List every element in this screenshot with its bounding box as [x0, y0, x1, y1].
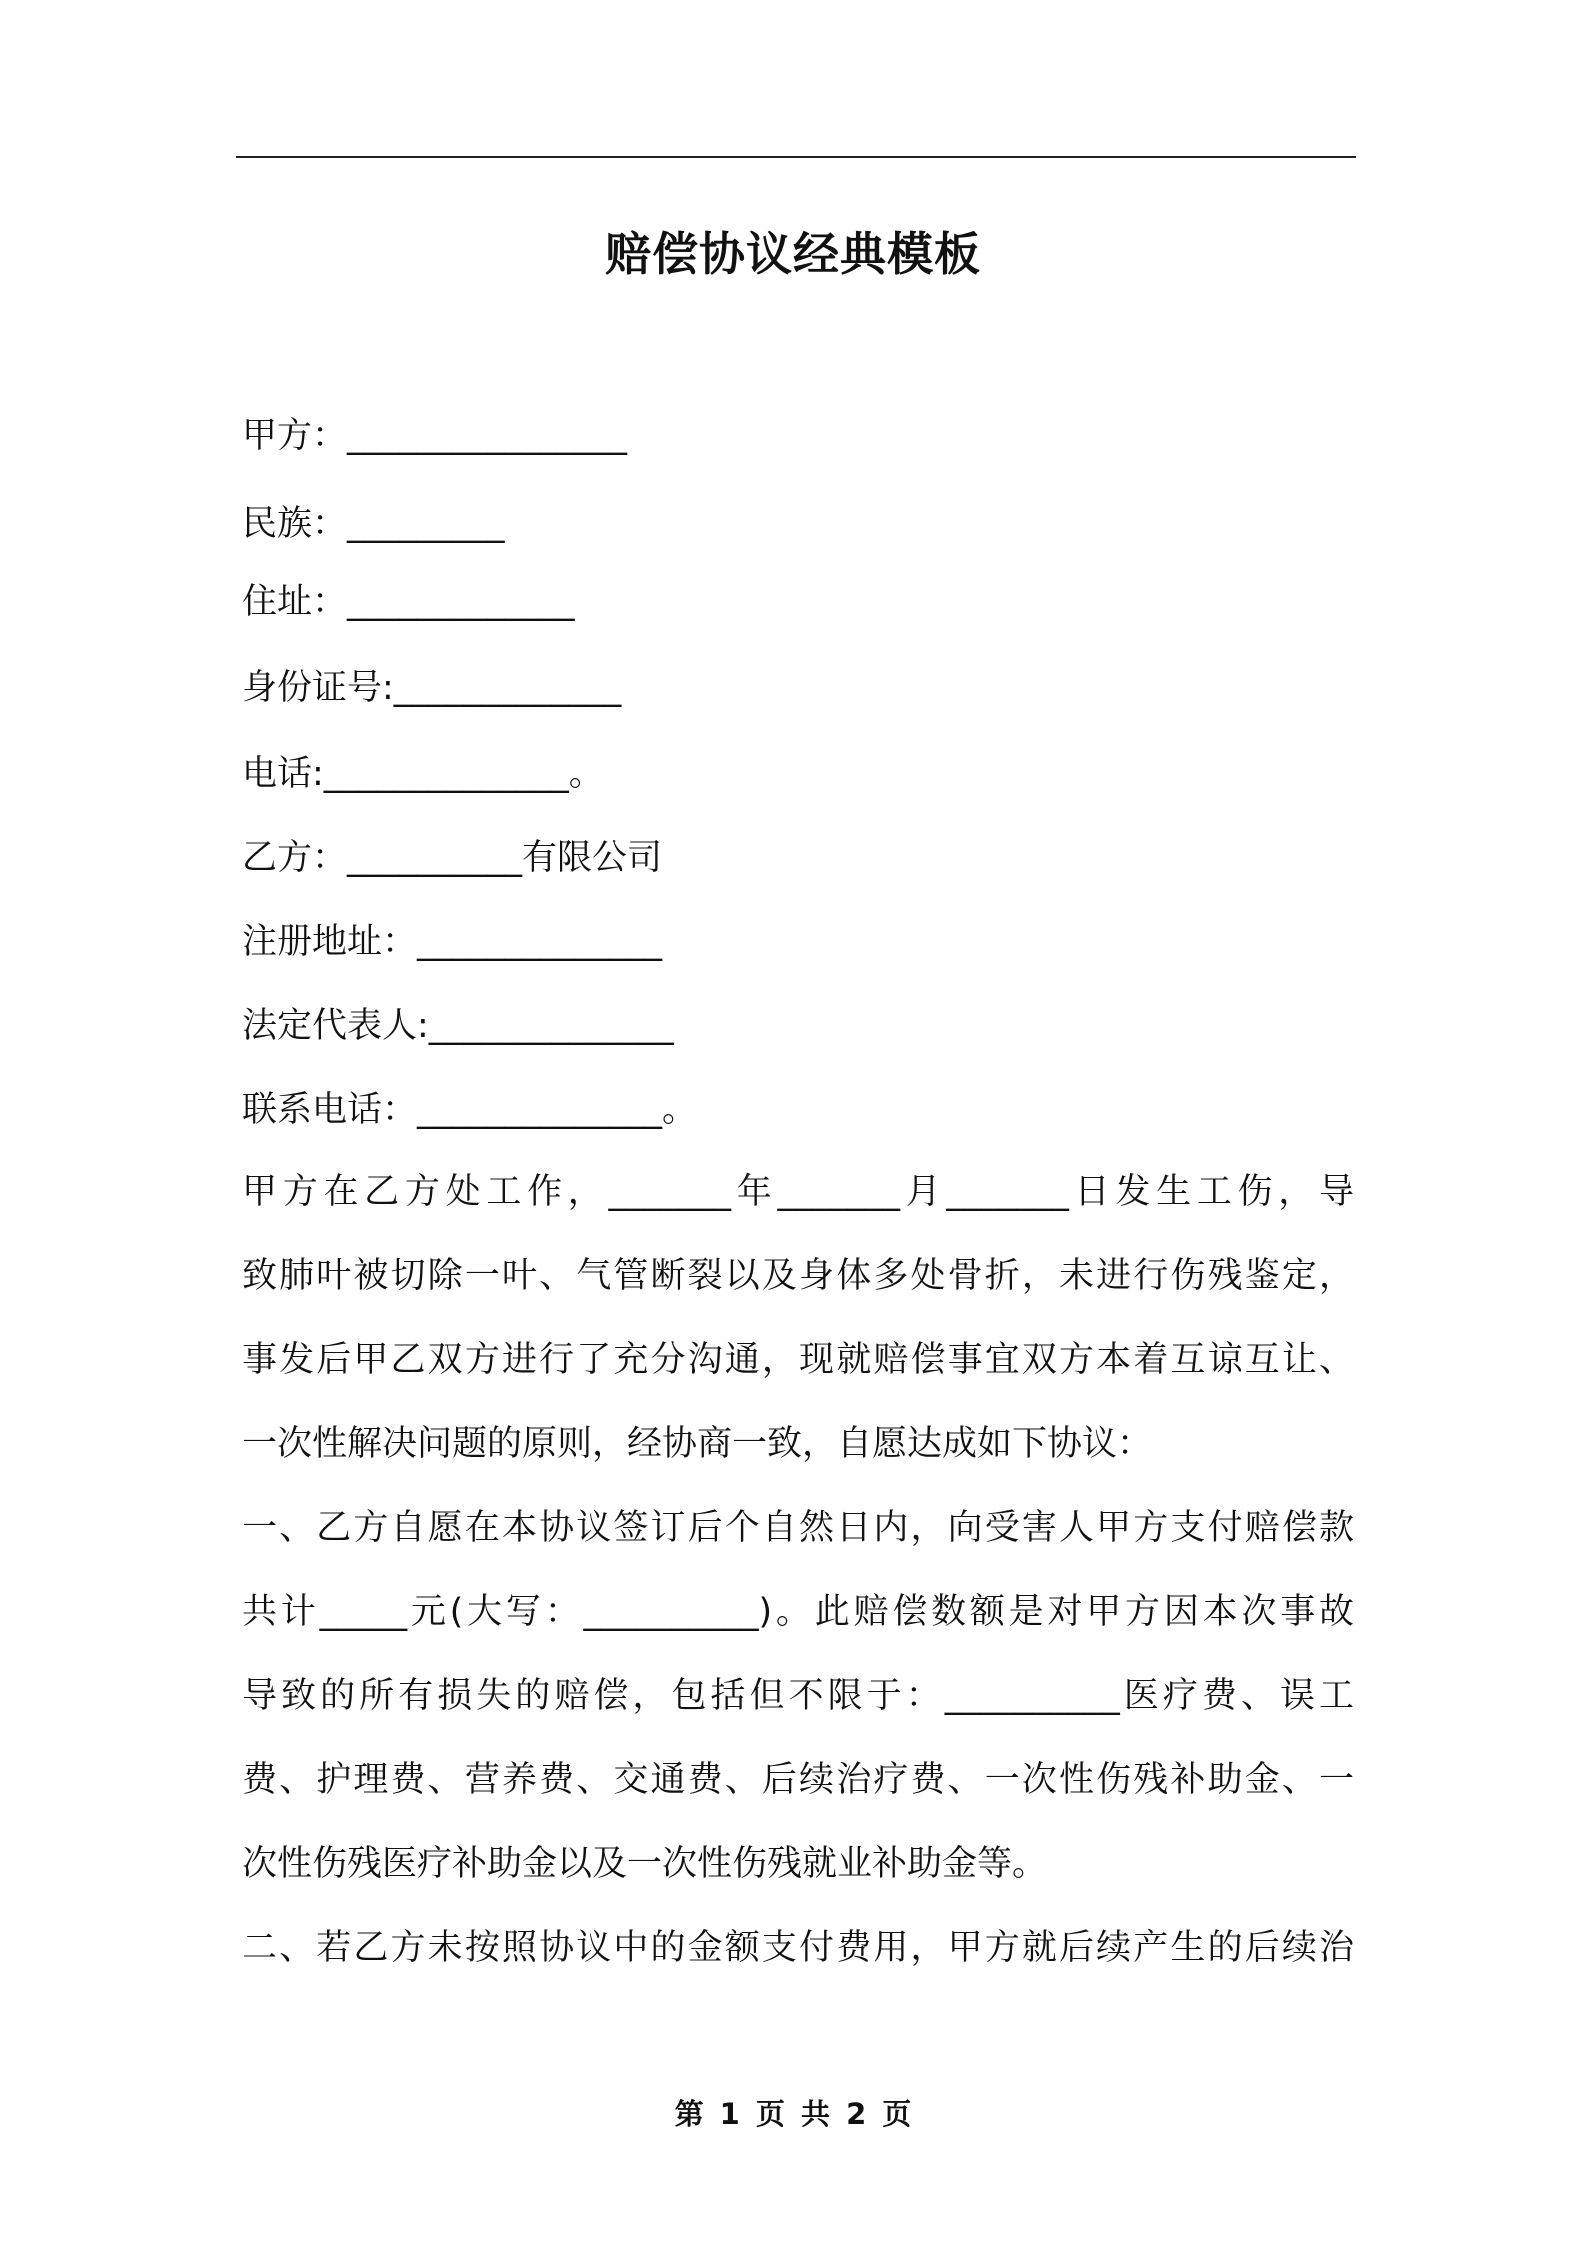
header-divider [236, 156, 1356, 158]
party-a-ethnicity-field: 民族：_________ [242, 504, 505, 544]
party-a-id-number-field: 身份证号:_____________ [242, 668, 622, 708]
page-number-footer: 第 1 页 共 2 页 [674, 2097, 912, 2131]
party-b-registered-address-field: 注册地址：______________ [242, 922, 663, 962]
clause-one-line: 共计_____元(大写：__________)。此赔偿数额是对甲方因本次事故 [242, 1592, 1354, 1632]
party-b-legal-representative-field: 法定代表人:______________ [242, 1006, 674, 1046]
party-b-company-field: 乙方：__________有限公司 [242, 838, 663, 878]
paragraph-intro-line: 一次性解决问题的原则，经协商一致，自愿达成如下协议： [242, 1424, 1153, 1464]
clause-one-line: 次性伤残医疗补助金以及一次性伤残就业补助金等。 [242, 1844, 1048, 1884]
paragraph-intro-line: 致肺叶被切除一叶、气管断裂以及身体多处骨折，未进行伤残鉴定， [242, 1256, 1354, 1296]
clause-one-line: 费、护理费、营养费、交通费、后续治疗费、一次性伤残补助金、一 [242, 1760, 1354, 1800]
party-b-contact-phone-field: 联系电话：______________。 [242, 1090, 698, 1130]
paragraph-intro-line: 事发后甲乙双方进行了充分沟通，现就赔偿事宜双方本着互谅互让、 [242, 1340, 1354, 1380]
party-a-name-field: 甲方：________________ [242, 416, 628, 456]
paragraph-intro-line: 甲方在乙方处工作，_______年_______月_______日发生工伤，导 [242, 1172, 1354, 1212]
clause-two-line: 二、若乙方未按照协议中的金额支付费用，甲方就后续产生的后续治 [242, 1928, 1354, 1968]
clause-one-line: 导致的所有损失的赔偿，包括但不限于：__________医疗费、误工 [242, 1676, 1354, 1716]
document-title: 赔偿协议经典模板 [605, 227, 981, 281]
clause-one-line: 一、乙方自愿在本协议签订后个自然日内，向受害人甲方支付赔偿款 [242, 1508, 1354, 1548]
party-a-phone-field: 电话:______________。 [242, 754, 604, 794]
party-a-address-field: 住址：_____________ [242, 582, 575, 622]
